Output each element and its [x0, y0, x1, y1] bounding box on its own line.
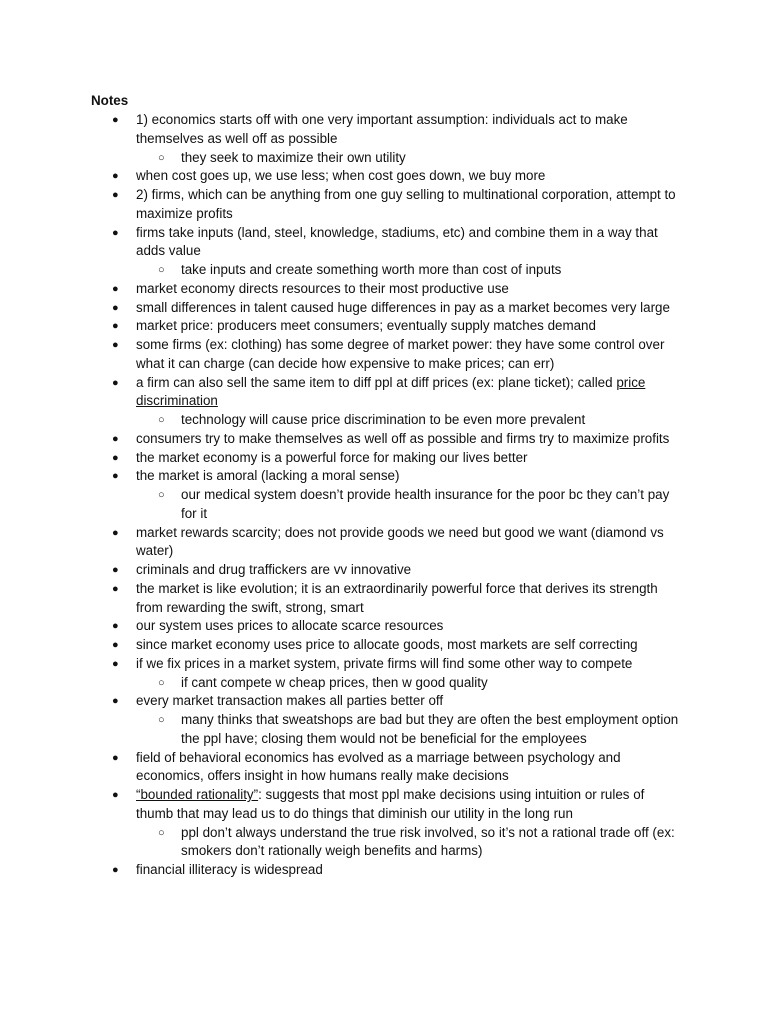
hollow-bullet-icon: ○: [158, 489, 165, 501]
list-item: [0, 636, 681, 655]
list-item: [0, 224, 681, 262]
item-text: market rewards scarcity; does not provide goods we need but good we want (diamond vs water): [136, 524, 664, 559]
item-text: criminals and drug traffickers are vv innovative: [136, 562, 412, 577]
list-item: [0, 749, 681, 787]
sub-list-item: [0, 674, 681, 693]
item-text: if cant compete w cheap prices, then w good quality: [181, 674, 488, 690]
item-text: since market economy uses price to allocate goods, most markets are self correcting: [136, 637, 638, 652]
list-item: [0, 449, 681, 468]
filled-bullet-icon: ●: [112, 639, 119, 651]
filled-bullet-icon: ●: [112, 282, 119, 295]
filled-bullet-icon: ●: [112, 470, 119, 483]
filled-bullet-icon: ●: [112, 432, 119, 445]
sub-list-item: [0, 824, 681, 862]
list-item: [0, 186, 681, 224]
item-text: many thinks that sweatshops are bad but they are often the best employment option the ppl have; closing them would not be beneficial for the employees: [181, 712, 679, 746]
filled-bullet-icon: ●: [112, 339, 119, 351]
list-item: [0, 374, 681, 412]
list-item: [0, 692, 681, 711]
sub-list-item: [0, 261, 681, 280]
hollow-bullet-icon: ○: [158, 676, 165, 689]
filled-bullet-icon: ●: [112, 526, 119, 539]
hollow-bullet-icon: ○: [158, 414, 165, 426]
sub-list-item: [0, 711, 681, 749]
filled-bullet-icon: ●: [112, 582, 119, 595]
hollow-bullet-icon: ○: [158, 714, 165, 726]
item-text: ppl don’t always understand the true risk involved, so it’s not a rational trade off (ex: smokers don’t rationally weigh benefits and harms): [181, 824, 675, 859]
filled-bullet-icon: ●: [112, 226, 119, 239]
list-item: [0, 430, 681, 449]
list-item: [0, 299, 681, 318]
item-text: market economy directs resources to their most productive use: [136, 280, 509, 296]
item-text: if we fix prices in a market system, private firms will find some other way to compete: [136, 655, 633, 671]
item-text: our system uses prices to allocate scarce resources: [136, 618, 444, 634]
filled-bullet-icon: ●: [112, 451, 119, 464]
item-text: a firm can also sell the same item to diff ppl at diff prices (ex: plane ticket); called: [136, 374, 617, 390]
item-text: firms take inputs (land, steel, knowledge, stadiums, etc) and combine them in a way that adds value: [136, 224, 658, 259]
list-item: [0, 561, 681, 580]
item-text: small differences in talent caused huge differences in pay as a market becomes very large: [136, 299, 670, 315]
list-item: [0, 655, 681, 674]
list-item: [0, 467, 681, 486]
item-text: our medical system doesn’t provide health insurance for the poor bc they can’t pay for it: [181, 487, 670, 521]
item-text: 1) economics starts off with one very important assumption: individuals act to make themselves as well off as possible: [136, 112, 628, 146]
item-text: take inputs and create something worth more than cost of inputs: [181, 262, 562, 277]
list-item: [0, 861, 681, 880]
item-text: market price: producers meet consumers; eventually supply matches demand: [136, 318, 596, 334]
filled-bullet-icon: ●: [112, 301, 119, 314]
list-item: [0, 580, 681, 618]
sub-list-item: [0, 149, 681, 168]
item-text: 2) firms, which can be anything from one guy selling to multinational corporation, attempt to maximize profits: [136, 187, 676, 221]
list-item: [0, 786, 681, 824]
item-text: the market is like evolution; it is an extraordinarily powerful force that derives its strength from rewarding the swift, strong, smart: [136, 580, 658, 615]
list-item: [0, 280, 681, 299]
underlined-term: price discrimination: [136, 374, 646, 409]
filled-bullet-icon: ●: [112, 564, 119, 576]
item-text: every market transaction makes all parties better off: [136, 693, 444, 709]
filled-bullet-icon: ●: [112, 864, 119, 876]
item-text: when cost goes up, we use less; when cost goes down, we buy more: [136, 168, 546, 184]
item-text: technology will cause price discrimination to be even more prevalent: [181, 412, 586, 427]
hollow-bullet-icon: ○: [158, 264, 165, 276]
list-item: [0, 167, 681, 186]
filled-bullet-icon: ●: [112, 376, 119, 389]
item-text: some firms (ex: clothing) has some degree of market power: they have some control over what it can charge (can decide how expensive to make prices; can err): [136, 337, 665, 371]
sub-list-item: [0, 486, 681, 524]
underlined-term: “bounded rationality”: [136, 787, 259, 802]
hollow-bullet-icon: ○: [158, 826, 165, 839]
item-text: field of behavioral economics has evolved as a marriage between psychology and economics, offers insight in how humans really make decisions: [136, 749, 621, 784]
filled-bullet-icon: ●: [112, 657, 119, 670]
item-text: financial illiteracy is widespread: [136, 862, 323, 877]
list-item: [0, 111, 681, 149]
filled-bullet-icon: ●: [112, 189, 119, 201]
list-item: [0, 336, 681, 374]
filled-bullet-icon: ●: [112, 320, 119, 333]
notes-list: [0, 111, 768, 880]
filled-bullet-icon: ●: [112, 620, 119, 633]
filled-bullet-icon: ●: [112, 751, 119, 764]
document-title: Notes: [91, 93, 129, 108]
item-text: : suggests that most ppl make decisions using intuition or rules of thumb that may lead us to do things that diminish our utility in the long run: [136, 787, 645, 821]
item-text: consumers try to make themselves as well off as possible and firms try to maximize profits: [136, 430, 670, 446]
list-item: [0, 317, 681, 336]
hollow-bullet-icon: ○: [158, 151, 165, 164]
list-item: [0, 617, 681, 636]
filled-bullet-icon: ●: [112, 170, 119, 183]
filled-bullet-icon: ●: [112, 114, 119, 126]
filled-bullet-icon: ●: [112, 695, 119, 708]
item-text: they seek to maximize their own utility: [181, 149, 406, 165]
item-text: the market is amoral (lacking a moral sense): [136, 468, 400, 484]
filled-bullet-icon: ●: [112, 789, 119, 801]
sub-list-item: [0, 411, 681, 430]
list-item: [0, 524, 681, 562]
item-text: the market economy is a powerful force for making our lives better: [136, 449, 528, 465]
